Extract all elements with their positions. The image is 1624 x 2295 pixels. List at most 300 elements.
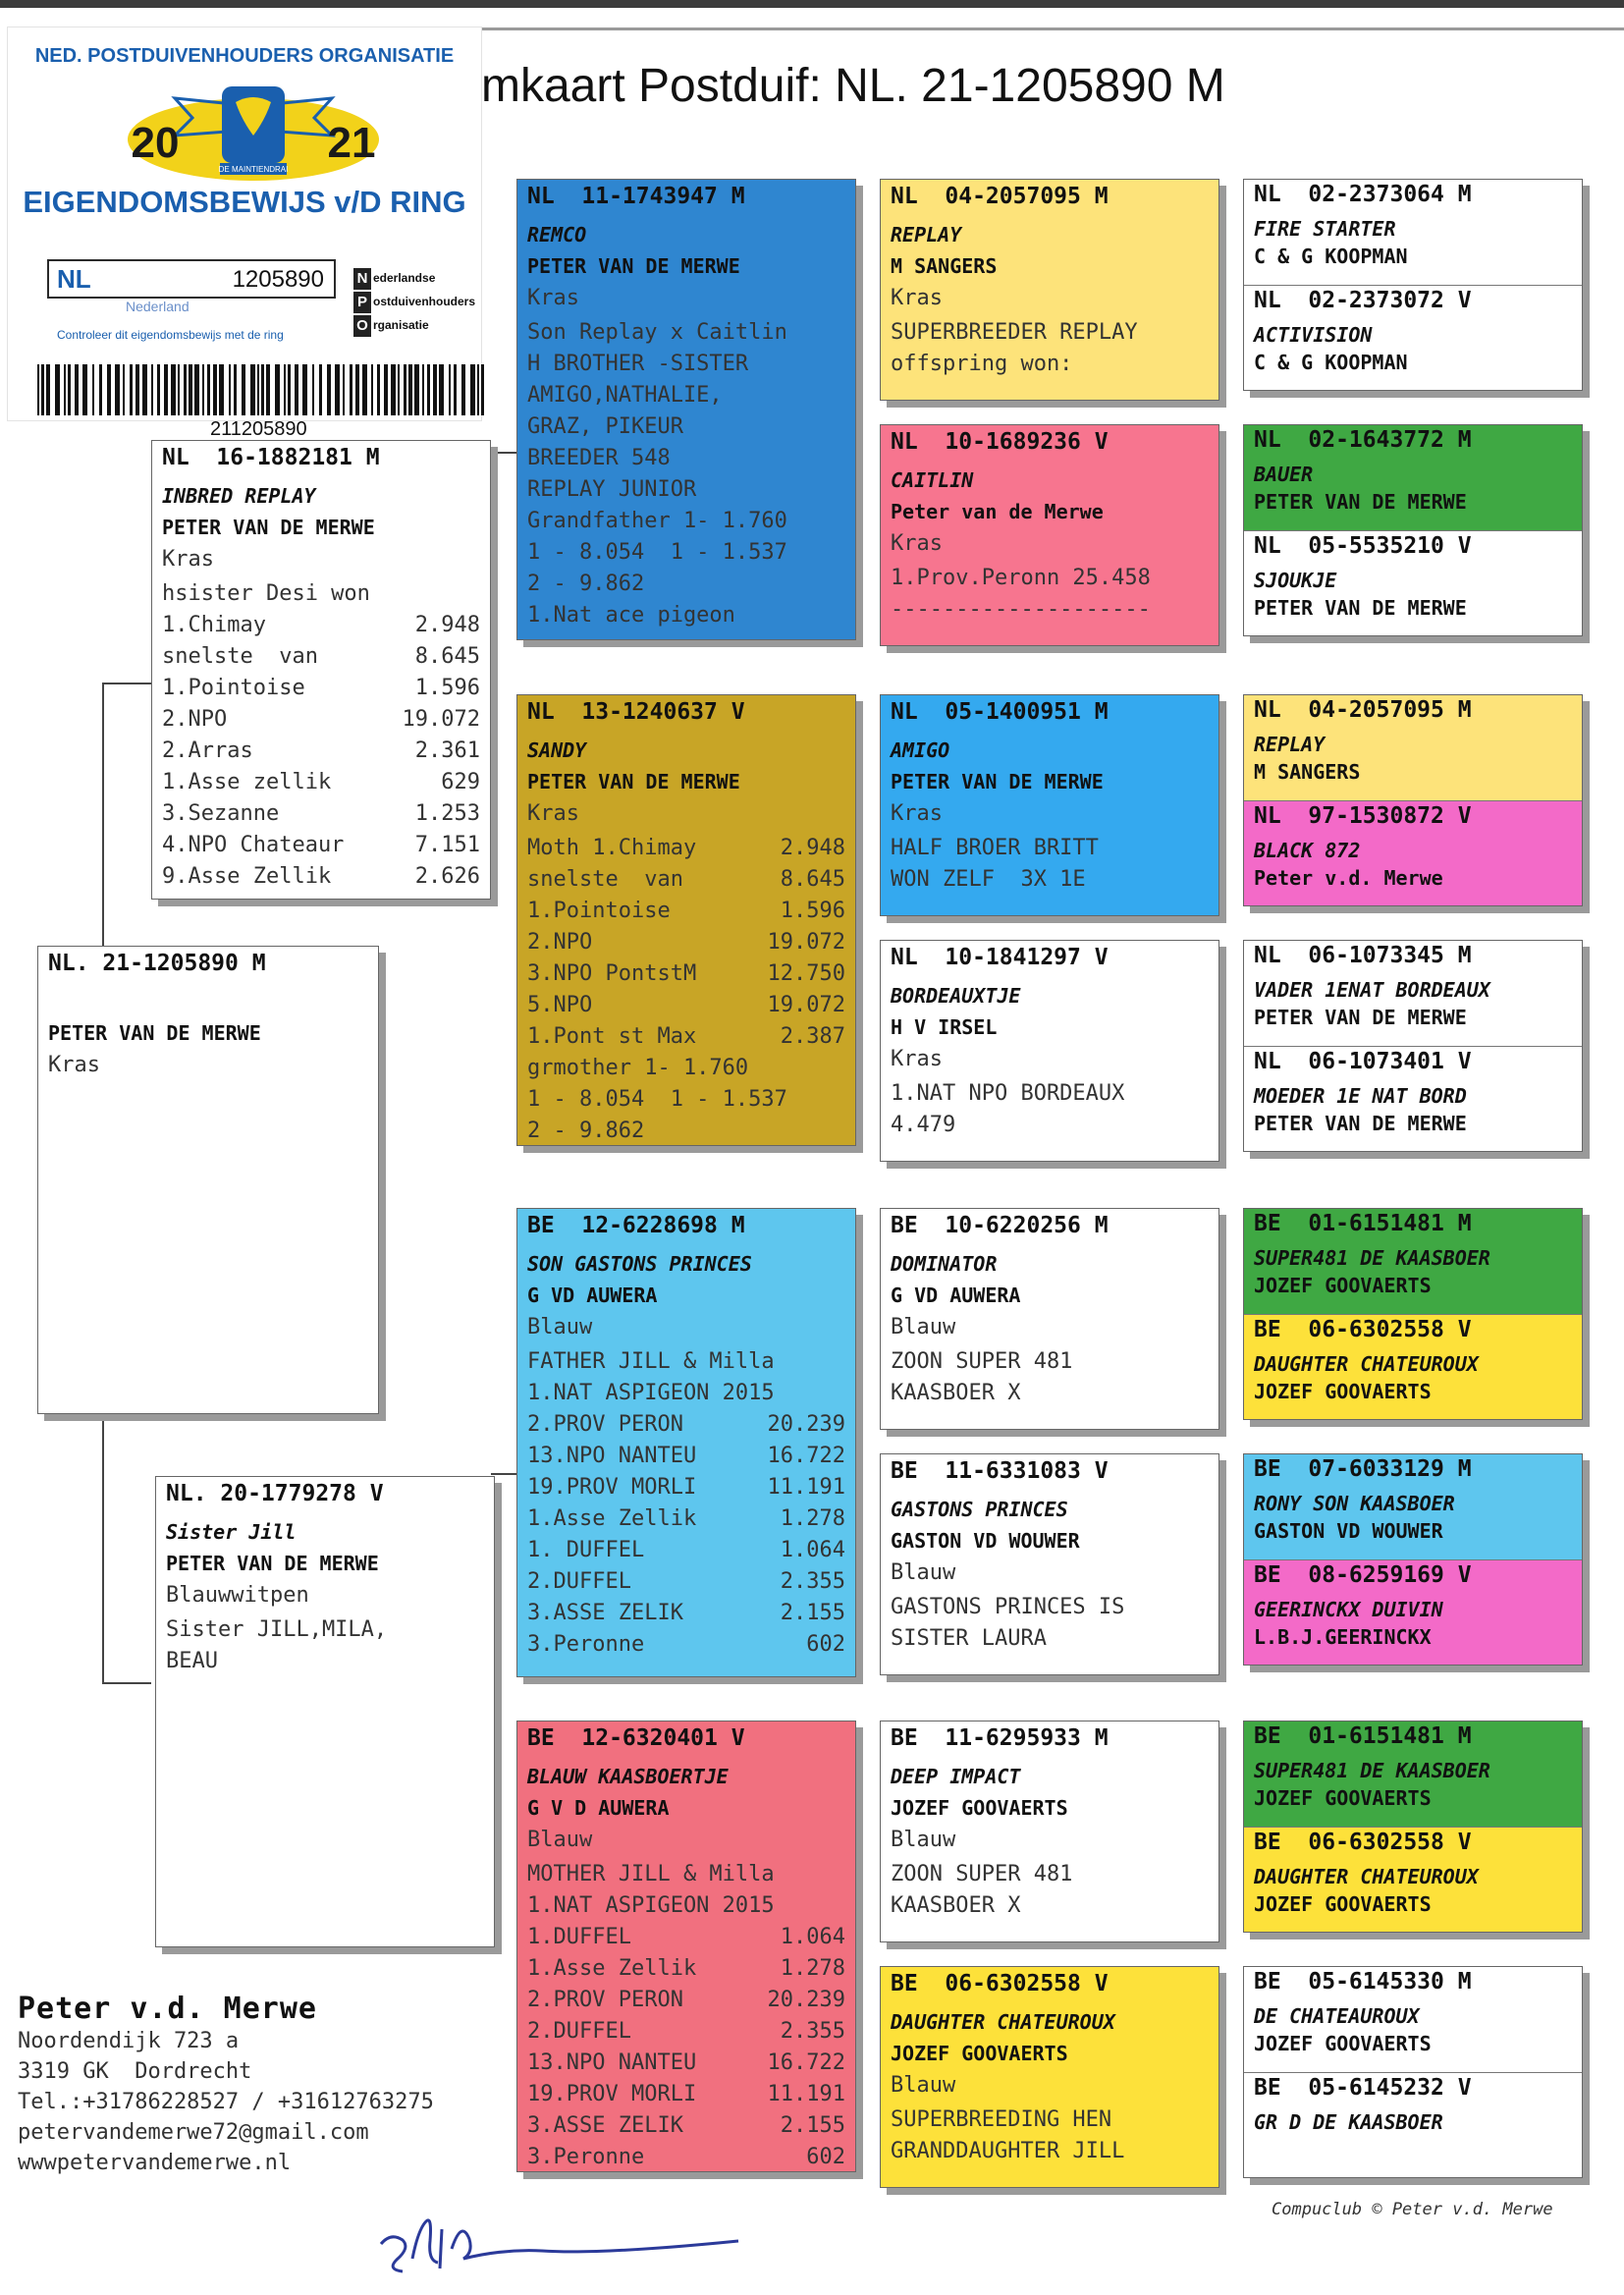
barcode-bar xyxy=(414,364,419,415)
pigeon-name: DAUGHTER CHATEUROUX xyxy=(1254,1865,1479,1888)
ring-number: BE 05-6145232 V xyxy=(1254,2075,1472,2101)
result-line xyxy=(527,443,845,474)
barcode-bar xyxy=(151,364,153,415)
ancestor-pair-card[interactable] xyxy=(1243,1966,1583,2178)
result-line xyxy=(891,317,1209,349)
owner: PETER VAN DE MERWE xyxy=(891,770,1104,793)
owner: PETER VAN DE MERWE xyxy=(48,1021,261,1045)
ring-number: NL 04-2057095 M xyxy=(891,184,1109,209)
result-text: 2 - 9.862 xyxy=(527,1119,645,1143)
ring-number: NL 16-1882181 M xyxy=(162,445,380,470)
result-value: 7.151 xyxy=(414,833,480,857)
owner: Peter van de Merwe xyxy=(891,500,1104,523)
ancestor-pair-card[interactable] xyxy=(1243,940,1583,1152)
owner: PETER VAN DE MERWE xyxy=(166,1552,379,1575)
ancestor-hen[interactable] xyxy=(1244,800,1582,905)
color: Blauw xyxy=(527,1828,593,1852)
result-line xyxy=(166,1614,484,1646)
barcode-bar xyxy=(427,364,430,415)
result-text: ZOON SUPER 481 xyxy=(891,1862,1073,1886)
barcode-bar xyxy=(123,364,125,415)
barcode-bar xyxy=(37,364,39,415)
ring-number: BE 12-6320401 V xyxy=(527,1725,745,1751)
father-card[interactable] xyxy=(151,440,491,900)
ring-number: NL 02-1643772 M xyxy=(1254,427,1472,453)
result-line xyxy=(166,1646,484,1677)
barcode-bar xyxy=(355,364,359,415)
result-text: 1.NAT ASPIGEON 2015 xyxy=(527,1381,775,1405)
top-rule xyxy=(471,27,1624,30)
barcode-bar xyxy=(55,364,60,415)
breeder-info xyxy=(18,1992,434,2178)
barcode-bar xyxy=(327,364,331,415)
result-text: 1.Pointoise xyxy=(527,899,671,923)
ancestor-pair-card[interactable] xyxy=(1243,1208,1583,1420)
owner: G V D AUWERA xyxy=(527,1796,670,1820)
ancestor-pair-card[interactable] xyxy=(1243,1453,1583,1666)
result-line xyxy=(891,1859,1209,1890)
ring-number: BE 06-6302558 V xyxy=(891,1971,1109,1996)
pigeon-name: ACTIVISION xyxy=(1254,323,1373,347)
pigeon-name: FIRE STARTER xyxy=(1254,217,1396,241)
ring-number: NL 13-1240637 V xyxy=(527,699,745,725)
ancestor-cock[interactable] xyxy=(1244,1209,1582,1314)
ring-number: BE 07-6033129 M xyxy=(1254,1456,1472,1482)
ring-number: NL. 21-1205890 M xyxy=(48,951,266,976)
great-grandparent-card[interactable] xyxy=(880,424,1219,646)
results-list xyxy=(891,563,1209,626)
pigeon-name: BLACK 872 xyxy=(1254,839,1361,862)
ring-number: BE 08-6259169 V xyxy=(1254,1562,1472,1588)
great-grandparent-card[interactable] xyxy=(880,940,1219,1162)
pigeon-name: DOMINATOR xyxy=(891,1252,998,1276)
results-list xyxy=(527,1346,845,1661)
result-line xyxy=(527,927,845,958)
breeder-email[interactable]: petervandemerwe72@gmail.com xyxy=(18,2120,369,2145)
owner: G VD AUWERA xyxy=(527,1284,658,1307)
result-value: 2.361 xyxy=(414,738,480,763)
barcode-bar xyxy=(461,364,465,415)
result-line xyxy=(527,569,845,600)
pigeon-name: SUPER481 DE KAASBOER xyxy=(1254,1246,1490,1270)
barcode-bar xyxy=(234,364,237,415)
owner: PETER VAN DE MERWE xyxy=(1254,1112,1467,1135)
result-value: 8.645 xyxy=(780,867,845,892)
owner: GASTON VD WOUWER xyxy=(1254,1519,1443,1543)
result-text: Moth 1.Chimay xyxy=(527,836,697,860)
result-text: 1.Pointoise xyxy=(162,676,305,700)
color: Blauw xyxy=(891,1828,956,1852)
ancestor-cock[interactable] xyxy=(1244,1967,1582,2072)
signature xyxy=(373,2200,785,2288)
owner: PETER VAN DE MERWE xyxy=(1254,1006,1467,1029)
ring-number: NL 06-1073401 V xyxy=(1254,1049,1472,1074)
result-text: 1.Prov.Peronn 25.458 xyxy=(891,566,1151,590)
barcode-bar xyxy=(266,364,270,415)
result-line xyxy=(891,1623,1209,1655)
result-text: 1 - 8.054 1 - 1.537 xyxy=(527,540,787,565)
ring-number: BE 06-6302558 V xyxy=(1254,1317,1472,1342)
barcode-bar xyxy=(433,364,437,415)
result-value: 2.387 xyxy=(780,1024,845,1049)
result-text: snelste van xyxy=(162,644,318,669)
result-value: 1.596 xyxy=(780,899,845,923)
ancestor-hen[interactable] xyxy=(1244,530,1582,635)
pigeon-name: MOEDER 1E NAT BORD xyxy=(1254,1084,1467,1108)
result-line xyxy=(891,2136,1209,2167)
result-value: 2.948 xyxy=(414,613,480,637)
barcode-bar xyxy=(41,364,44,415)
result-line xyxy=(162,704,480,736)
color: Blauw xyxy=(891,1315,956,1339)
ring-number: NL 05-5535210 V xyxy=(1254,533,1472,559)
pigeon-name: Sister Jill xyxy=(166,1520,297,1544)
npo-letter: N xyxy=(353,268,371,290)
pigeon-name: SJOUKJE xyxy=(1254,569,1337,592)
result-text: hsister Desi won xyxy=(162,581,370,606)
pigeon-name: DAUGHTER CHATEUROUX xyxy=(1254,1352,1479,1376)
ancestor-hen[interactable] xyxy=(1244,285,1582,390)
great-grandparent-card[interactable] xyxy=(880,1721,1219,1942)
result-text: 1.Pont st Max xyxy=(527,1024,697,1049)
owner: PETER VAN DE MERWE xyxy=(527,770,740,793)
result-line xyxy=(527,833,845,864)
barcode-bar xyxy=(449,364,451,415)
results-list xyxy=(891,1346,1209,1409)
result-text: GRANDDAUGHTER JILL xyxy=(891,2139,1125,2163)
ancestor-cock[interactable] xyxy=(1244,425,1582,530)
ancestor-cock[interactable] xyxy=(1244,180,1582,285)
barcode xyxy=(37,364,489,415)
result-line xyxy=(891,1110,1209,1141)
result-text: 19.PROV MORLI xyxy=(527,1475,697,1500)
owner: H V IRSEL xyxy=(891,1015,998,1039)
barcode-bar xyxy=(213,364,217,415)
result-text: 1.Asse Zellik xyxy=(527,1506,697,1531)
owner: C & G KOOPMAN xyxy=(1254,245,1408,268)
barcode-bar xyxy=(130,364,133,415)
pigeon-name: DAUGHTER CHATEUROUX xyxy=(891,2010,1115,2034)
ancestor-cock[interactable] xyxy=(1244,941,1582,1046)
result-text: 1. DUFFEL xyxy=(527,1538,645,1562)
ring-country: NL xyxy=(57,264,91,294)
results-list xyxy=(891,2104,1209,2167)
certificate-org: NED. POSTDUIVENHOUDERS ORGANISATIE xyxy=(34,45,455,67)
npo-letter: O xyxy=(353,315,371,337)
barcode-bar xyxy=(404,364,406,415)
owner: M SANGERS xyxy=(891,254,998,278)
ring-number: BE 05-6145330 M xyxy=(1254,1969,1472,1994)
result-text: 2.DUFFEL xyxy=(527,1569,631,1594)
pigeon-name: GR D DE KAASBOER xyxy=(1254,2110,1443,2134)
ring-number: NL 02-2373064 M xyxy=(1254,182,1472,207)
result-value: 11.191 xyxy=(767,2082,845,2106)
result-line xyxy=(891,864,1209,896)
owner: GASTON VD WOUWER xyxy=(891,1529,1080,1553)
result-text: BREEDER 548 xyxy=(527,446,671,470)
result-text: 1.Asse zellik xyxy=(162,770,332,794)
result-value: 16.722 xyxy=(767,1444,845,1468)
result-line xyxy=(162,861,480,893)
owner: PETER VAN DE MERWE xyxy=(162,516,375,539)
result-line xyxy=(527,1859,845,1890)
barcode-bar xyxy=(398,364,400,415)
result-text: REPLAY JUNIOR xyxy=(527,477,697,502)
color: Kras xyxy=(891,286,943,310)
barcode-bar xyxy=(319,364,322,415)
result-value: 12.750 xyxy=(767,961,845,986)
result-line xyxy=(162,767,480,798)
connector-line xyxy=(102,1682,151,1684)
result-value: 2.355 xyxy=(780,2019,845,2044)
result-text: 2.NPO xyxy=(162,707,228,732)
result-text: 2.PROV PERON xyxy=(527,1988,683,2012)
result-text: 13.NPO NANTEU xyxy=(527,1444,697,1468)
result-value: 19.072 xyxy=(767,993,845,1017)
barcode-bar xyxy=(275,364,280,415)
pigeon-name: VADER 1ENAT BORDEAUX xyxy=(1254,978,1490,1002)
ring-number: NL 05-1400951 M xyxy=(891,699,1109,725)
result-text: 1.Nat ace pigeon xyxy=(527,603,735,628)
result-line xyxy=(162,610,480,641)
owner: Peter v.d. Merwe xyxy=(1254,866,1443,890)
color: Kras xyxy=(891,1047,943,1071)
result-text: 3.Peronne xyxy=(527,2145,645,2169)
result-line xyxy=(527,1441,845,1472)
barcode-bar xyxy=(194,364,199,415)
ancestor-cock[interactable] xyxy=(1244,1721,1582,1827)
result-text: 19.PROV MORLI xyxy=(527,2082,697,2106)
npo-line: ederlandse xyxy=(373,271,436,285)
color: Kras xyxy=(891,531,943,556)
result-value: 20.239 xyxy=(767,1988,845,2012)
result-value: 602 xyxy=(806,2145,845,2169)
barcode-bar xyxy=(184,364,187,415)
result-value: 1.064 xyxy=(780,1538,845,1562)
connector-line xyxy=(102,683,104,957)
barcode-bar xyxy=(422,364,424,415)
result-line xyxy=(527,1472,845,1503)
connector-line xyxy=(491,1473,516,1475)
result-text: Son Replay x Caitlin xyxy=(527,320,787,345)
barcode-bar xyxy=(64,364,66,415)
ring-number: BE 11-6331083 V xyxy=(891,1458,1109,1484)
result-value: 1.278 xyxy=(780,1506,845,1531)
grandparent-card[interactable] xyxy=(516,1721,856,2172)
result-text: 1.Chimay xyxy=(162,613,266,637)
ancestor-hen[interactable] xyxy=(1244,1046,1582,1151)
ring-number: 1205890 xyxy=(232,266,324,293)
result-text: SUPERBREEDING HEN xyxy=(891,2107,1112,2132)
connector-line xyxy=(491,452,516,454)
owner: JOZEF GOOVAERTS xyxy=(1254,2032,1432,2055)
great-grandparent-card[interactable] xyxy=(880,1208,1219,1430)
ancestor-hen[interactable] xyxy=(1244,1314,1582,1419)
barcode-bar xyxy=(481,364,484,415)
result-line xyxy=(527,864,845,896)
result-line xyxy=(527,1985,845,2016)
result-text: AMIGO,NATHALIE, xyxy=(527,383,723,408)
result-value: 19.072 xyxy=(767,930,845,955)
result-text: 2.Arras xyxy=(162,738,253,763)
barcode-bar xyxy=(477,364,479,415)
barcode-bar xyxy=(189,364,192,415)
result-text: 2.PROV PERON xyxy=(527,1412,683,1437)
result-value: 2.626 xyxy=(414,864,480,889)
result-text: MOTHER JILL & Milla xyxy=(527,1862,775,1886)
breeder-website[interactable]: wwwpetervandemerwe.nl xyxy=(18,2151,292,2175)
result-line xyxy=(527,1890,845,1922)
pigeon-name: REPLAY xyxy=(1254,733,1326,756)
result-value: 2.948 xyxy=(780,836,845,860)
barcode-bar xyxy=(115,364,120,415)
result-line xyxy=(891,1890,1209,1922)
ancestor-pair-card[interactable] xyxy=(1243,694,1583,906)
result-line xyxy=(162,578,480,610)
results-list xyxy=(891,1078,1209,1141)
result-text: -------------------- xyxy=(891,597,1151,622)
color: Blauw xyxy=(527,1315,593,1339)
barcode-bar xyxy=(171,364,176,415)
ancestor-cock[interactable] xyxy=(1244,695,1582,800)
pigeon-name: GASTONS PRINCES xyxy=(891,1498,1068,1521)
result-line xyxy=(527,474,845,506)
ancestor-pair-card[interactable] xyxy=(1243,1721,1583,1933)
result-text: SISTER LAURA xyxy=(891,1626,1047,1651)
result-text: 3.Peronne xyxy=(527,1632,645,1657)
result-line xyxy=(527,2048,845,2079)
result-text: 1.Asse Zellik xyxy=(527,1956,697,1981)
barcode-bar xyxy=(157,364,160,415)
npo-line: rganisatie xyxy=(373,318,429,332)
barcode-number: 211205890 xyxy=(210,418,307,440)
barcode-bar xyxy=(261,364,264,415)
result-line xyxy=(527,537,845,569)
barcode-bar xyxy=(343,364,345,415)
mother-card[interactable] xyxy=(155,1476,495,1947)
results-list xyxy=(527,1859,845,2172)
owner: JOZEF GOOVAERTS xyxy=(1254,1380,1432,1403)
results-list xyxy=(162,578,480,893)
color: Blauw xyxy=(891,2073,956,2098)
great-grandparent-card[interactable] xyxy=(880,1966,1219,2188)
grandparent-card[interactable] xyxy=(516,1208,856,1677)
result-text: grmother 1- 1.760 xyxy=(527,1056,749,1080)
owner: G VD AUWERA xyxy=(891,1284,1021,1307)
barcode-bar xyxy=(135,364,139,415)
result-text: GASTONS PRINCES IS xyxy=(891,1595,1125,1619)
grandparent-card[interactable] xyxy=(516,694,856,1146)
barcode-bar xyxy=(288,364,291,415)
barcode-bar xyxy=(295,364,298,415)
result-text: KAASBOER X xyxy=(891,1893,1021,1918)
owner: PETER VAN DE MERWE xyxy=(1254,596,1467,620)
result-line xyxy=(527,1598,845,1629)
ring-number: NL 97-1530872 V xyxy=(1254,803,1472,829)
results-list xyxy=(527,317,845,631)
result-line xyxy=(527,1566,845,1598)
owner: JOZEF GOOVAERTS xyxy=(1254,1786,1432,1810)
pigeon-name: DEEP IMPACT xyxy=(891,1765,1021,1788)
result-line xyxy=(527,1021,845,1053)
barcode-bar xyxy=(384,364,388,415)
results-list xyxy=(891,833,1209,896)
result-line xyxy=(527,506,845,537)
result-text: offspring won: xyxy=(891,352,1073,376)
great-grandparent-card[interactable] xyxy=(880,1453,1219,1675)
result-line xyxy=(527,990,845,1021)
ancestor-hen[interactable] xyxy=(1244,2072,1582,2177)
ancestor-pair-card[interactable] xyxy=(1243,179,1583,391)
result-text: KAASBOER X xyxy=(891,1381,1021,1405)
npo-line: ostduivenhouders xyxy=(373,295,476,308)
barcode-bar xyxy=(82,364,87,415)
result-line xyxy=(527,349,845,380)
results-list xyxy=(166,1614,484,1677)
result-line xyxy=(527,1409,845,1441)
result-text: Sister JILL,MILA, xyxy=(166,1617,388,1642)
barcode-bar xyxy=(46,364,50,415)
great-grandparent-card[interactable] xyxy=(880,179,1219,401)
results-list xyxy=(891,1859,1209,1922)
result-text: 1 - 8.054 1 - 1.537 xyxy=(527,1087,787,1112)
owner: JOZEF GOOVAERTS xyxy=(891,2042,1068,2065)
certificate-heading: EIGENDOMSBEWIJS v/D RING xyxy=(23,185,466,219)
result-text: 13.NPO NANTEU xyxy=(527,2050,697,2075)
owner: PETER VAN DE MERWE xyxy=(1254,490,1467,514)
ancestor-pair-card[interactable] xyxy=(1243,424,1583,636)
result-line xyxy=(527,1053,845,1084)
result-text: Grandfather 1- 1.760 xyxy=(527,509,787,533)
barcode-bar xyxy=(350,364,352,415)
pigeon-name: REMCO xyxy=(527,223,587,246)
ring-land: Nederland xyxy=(126,299,189,314)
grandparent-card[interactable] xyxy=(516,179,856,640)
result-line xyxy=(527,2142,845,2172)
ring-number-box xyxy=(47,259,336,299)
result-text: 2.DUFFEL xyxy=(527,2019,631,2044)
pigeon-name: BAUER xyxy=(1254,463,1314,486)
subject-card[interactable] xyxy=(37,946,379,1414)
result-text: 4.479 xyxy=(891,1113,956,1137)
result-line xyxy=(162,736,480,767)
color: Kras xyxy=(527,801,579,826)
barcode-bar xyxy=(229,364,231,415)
ancestor-hen[interactable] xyxy=(1244,1559,1582,1665)
great-grandparent-card[interactable] xyxy=(880,694,1219,916)
result-text: 3.ASSE ZELIK xyxy=(527,1601,683,1625)
barcode-bar xyxy=(178,364,180,415)
result-value: 1.253 xyxy=(414,801,480,826)
year-right: 21 xyxy=(327,119,376,167)
result-line xyxy=(527,411,845,443)
ancestor-hen[interactable] xyxy=(1244,1827,1582,1932)
results-list xyxy=(891,317,1209,380)
result-value: 8.645 xyxy=(414,644,480,669)
barcode-bar xyxy=(377,364,380,415)
top-border xyxy=(0,0,1624,8)
result-line xyxy=(891,1378,1209,1409)
result-text: 3.NPO PontstM xyxy=(527,961,697,986)
page-title: mkaart Postduif: NL. 21-1205890 M xyxy=(481,60,1225,112)
ancestor-cock[interactable] xyxy=(1244,1454,1582,1559)
pigeon-name: SON GASTONS PRINCES xyxy=(527,1252,752,1276)
barcode-bar xyxy=(257,364,259,415)
pigeon-name: REPLAY xyxy=(891,223,962,246)
pigeon-name: CAITLIN xyxy=(891,468,974,492)
ring-number: NL 04-2057095 M xyxy=(1254,697,1472,723)
result-value: 629 xyxy=(441,770,480,794)
